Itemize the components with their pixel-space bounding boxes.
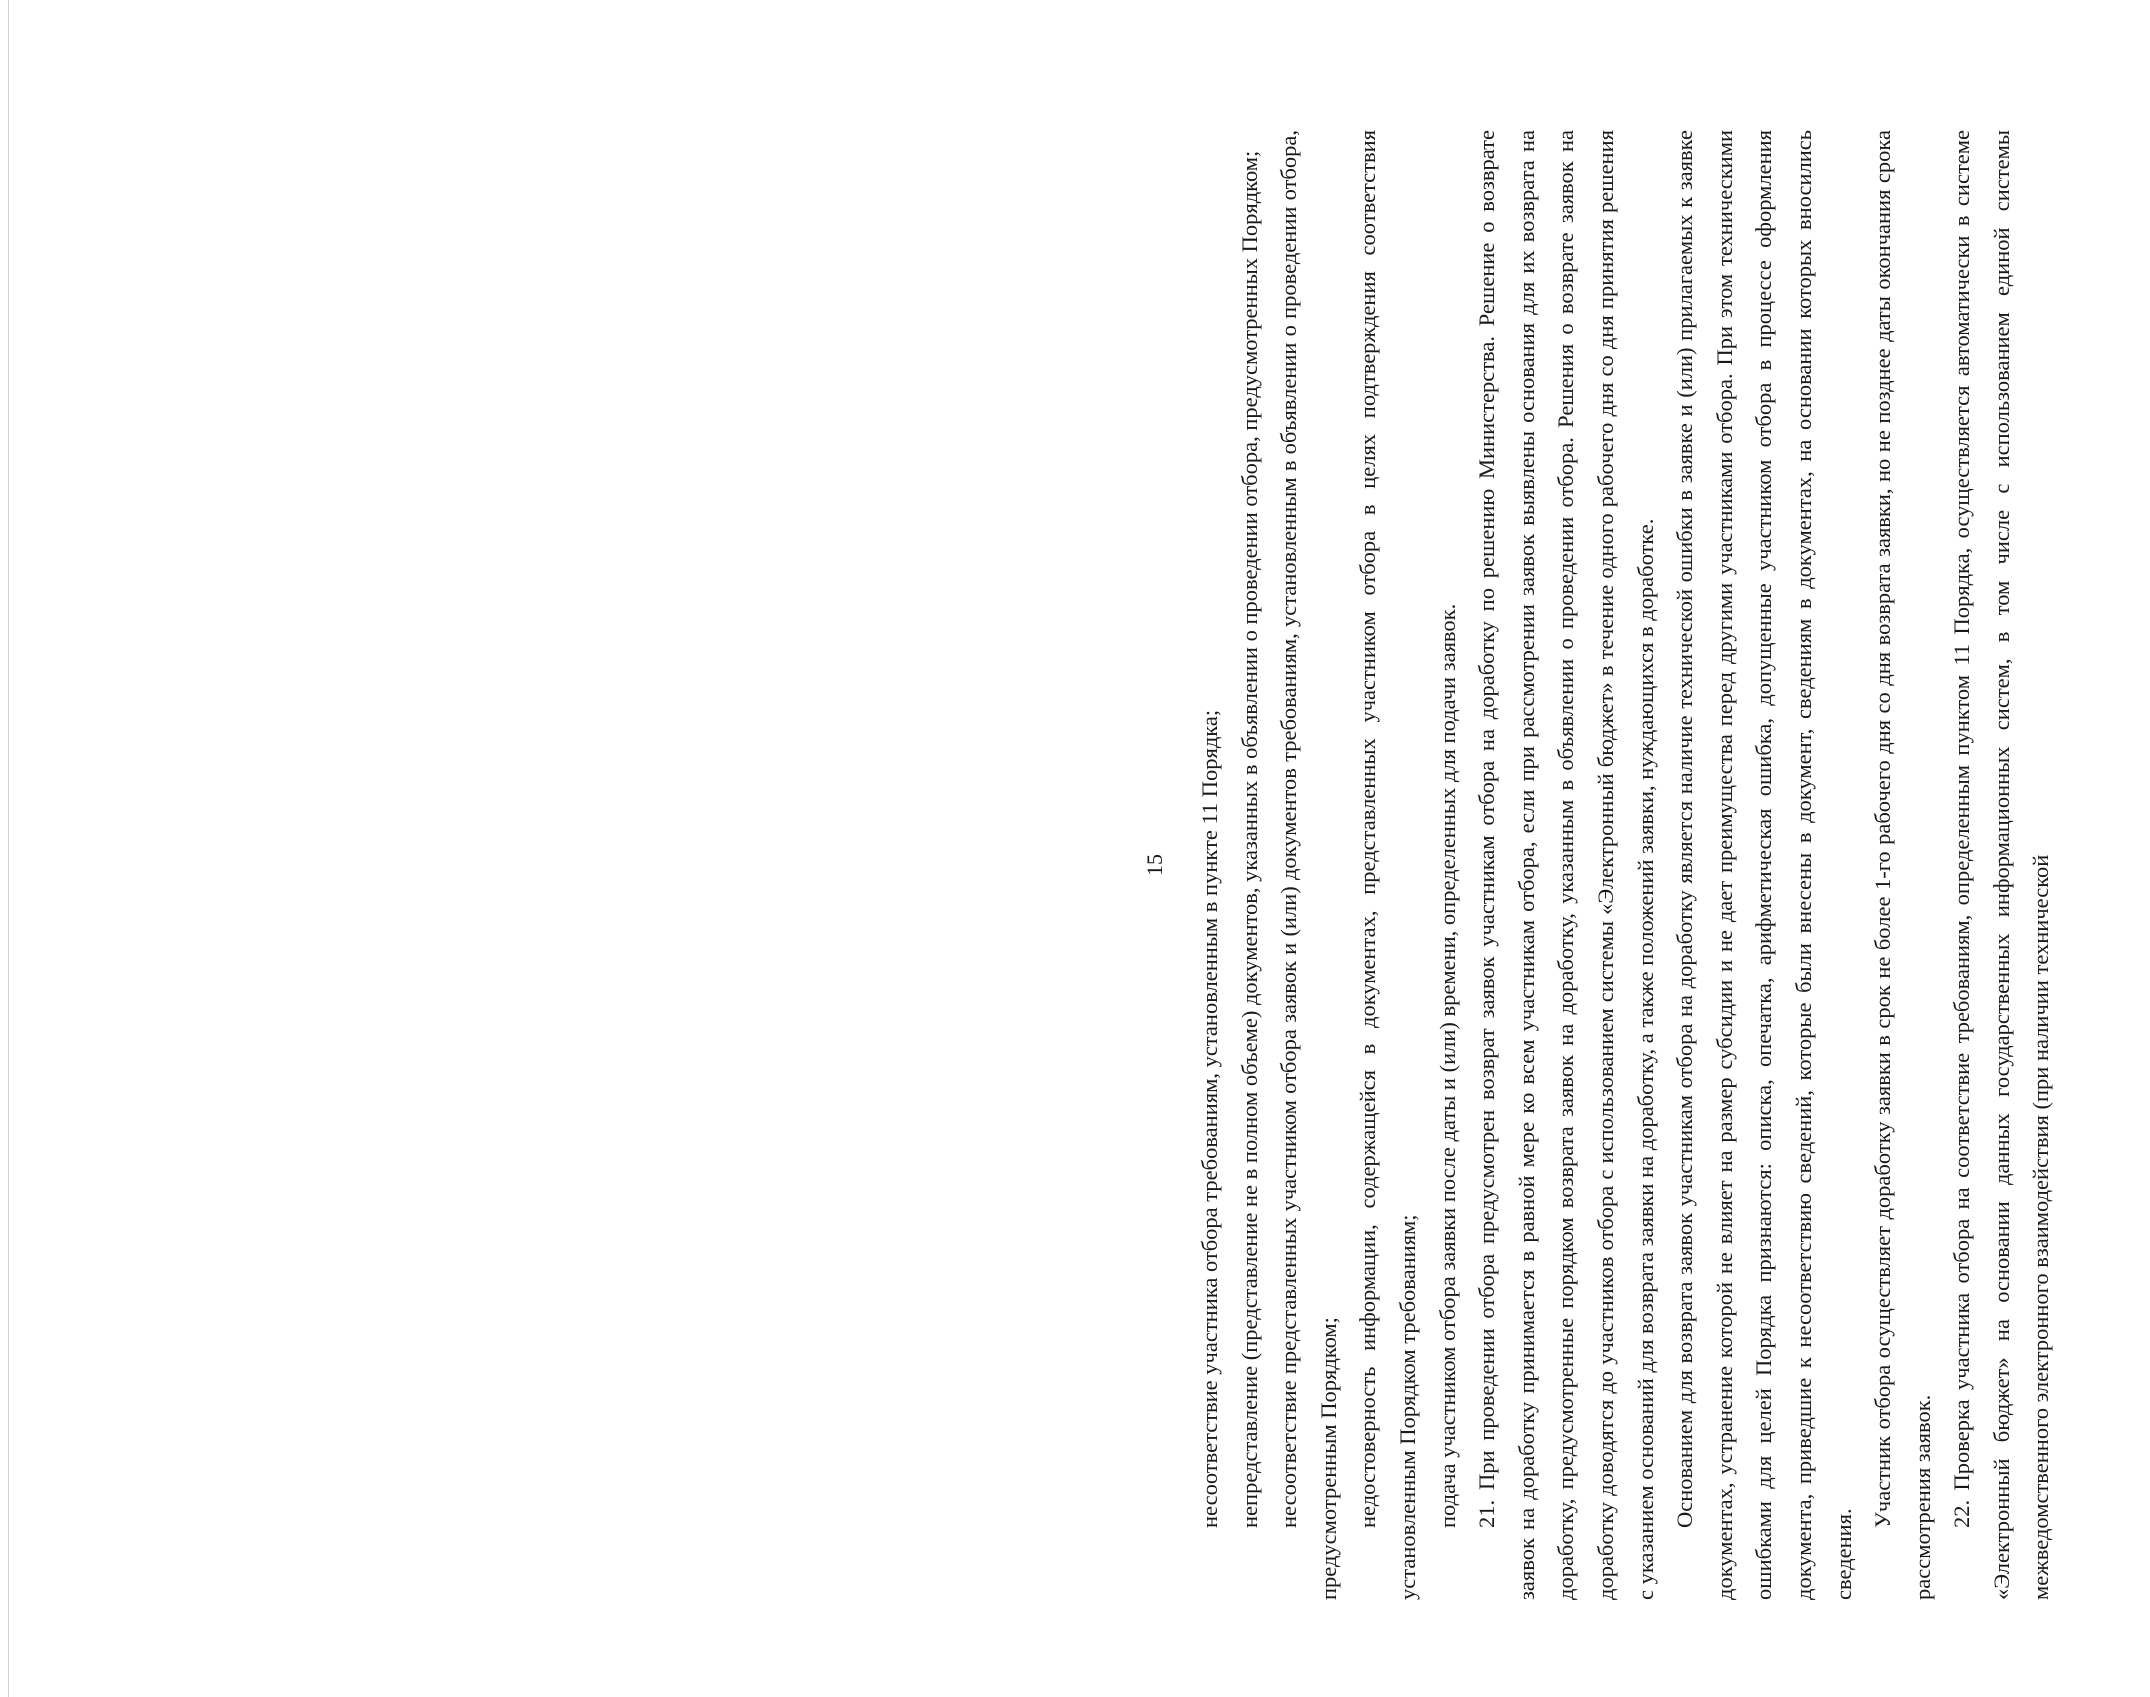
paragraph-6: 21. При проведении отбора предусмотрен возврат заявок участникам отбора на доработку по решению Министерства. Решение о возврате заявок на доработку принимается в равной мере ко всем участникам отбора, если при рассмотрении заявок выявлены основания для их возврата на доработку, предусмотренные порядком возврата заявок на доработку, указанным в объявлении о проведении отбора. Решения о возврате заявок на доработку доводятся до участников отбора с использованием системы «Электронный бюджет» в течение одного рабочего дня со дня принятия решения с указанием оснований для возврата заявки на доработку, а также положений заявки, нуждающихся в доработке. [1474, 130, 1658, 1600]
page-number: 15 [1142, 854, 1167, 876]
paragraph-5: подача участником отбора заявки после даты и (или) времени, определенных для подачи заявок. [1434, 603, 1460, 1528]
paragraph-4: недостоверность информации, содержащейся в документах, представленных участником отбора в целях подтверждения соответствия установленным Порядком требованиям; [1355, 130, 1420, 1600]
paragraph-2: непредставление (представление не в полном объеме) документов, указанных в объявлении о проведении отбора, предусмотренных Порядком; [1236, 150, 1262, 1528]
paragraph-1: несоответствие участника отбора требованиям, установленным в пункте 11 Порядка; [1197, 709, 1222, 1528]
rotated-page-content [1140, 130, 2150, 1600]
scan-edge-line [8, 0, 9, 1697]
paragraph-9: 22. Проверка участника отбора на соответствие требованиям, определенным пунктом 11 Порядка, осуществляется автоматически в системе «Электронный бюджет» на основании данных государственных информационных систем, в том числе с использованием единой системы межведомственного электронного взаимодействия (при наличии технической [1949, 130, 2054, 1600]
paragraph-7: Основанием для возврата заявок участникам отбора на доработку является наличие технической ошибки в заявке и (или) прилагаемых к заявке документах, устранение которой не влияет на размер субсидии и не дает преимущества перед другими участниками отбора. При этом техническими ошибками для целей Порядка признаются: описка, опечатка, арифметическая ошибка, допущенные участником отбора в процессе оформления документа, приведшие к несоответствию сведений, которые были внесены в документ, сведениям в документах, на основании которых вносились сведения. [1672, 130, 1856, 1600]
paragraph-8: Участник отбора осуществляет доработку заявки в срок не более 1-го рабочего дня со дня возврата заявки, но не позднее даты окончания срока рассмотрения заявок. [1870, 130, 1935, 1600]
paragraph-3: несоответствие представленных участником отбора заявок и (или) документов требованиям, установленным в объявлении о проведении отбора, предусмотренным Порядком; [1276, 130, 1341, 1600]
document-body [1190, 130, 2061, 1600]
